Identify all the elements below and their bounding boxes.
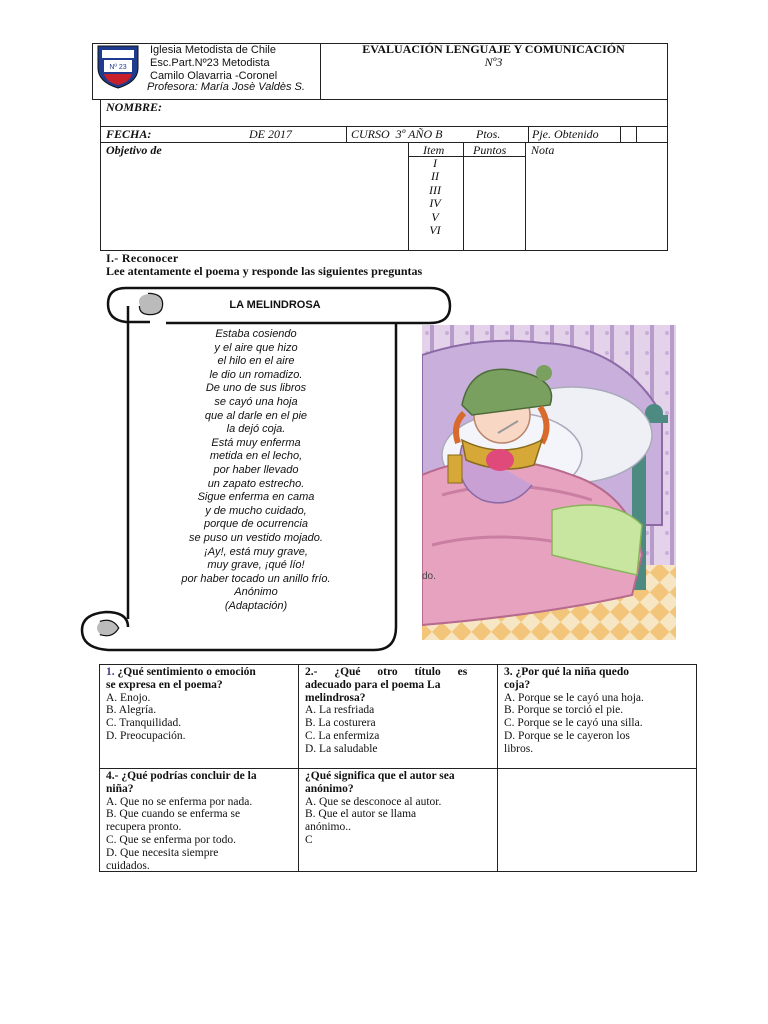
question-4-text: ¿Qué podrías concluir de la [121,770,257,782]
ptos-label: Ptos. [476,127,501,141]
question-5-text: ¿Qué significa que el autor sea [305,770,455,782]
poem-line: por haber tocado un anillo frío. [181,572,331,585]
question-2 [305,666,492,756]
question-5 [305,770,492,847]
poem-line: porque de ocurrencia [204,518,308,531]
logo-text: Nº 23 [109,64,127,71]
school-logo [94,42,142,90]
option-continued[interactable]: anónimo.. [305,821,351,834]
school-line-3: Camilo Olavarria -Coronel [150,70,278,82]
poem-line: se puso un vestido mojado. [189,531,323,544]
option[interactable]: B. Que cuando se enferma se [106,808,241,821]
poem-title: LA MELINDROSA [229,299,321,311]
option[interactable]: D. Preocupación. [106,729,186,742]
item-iii: III [429,182,441,197]
nota-header: Nota [531,143,555,157]
poem-line: muy grave, ¡qué lío! [207,559,305,572]
poem-line: ¡Ay!, está muy grave, [204,545,308,558]
teacher-name: Profesora: María Josè Valdès S. [147,81,305,93]
option[interactable]: D. Que necesita siempre [106,846,219,859]
poem-line: que al darle en el pie [204,409,308,422]
exam-number: Nº3 [484,55,503,69]
exam-title: EVALUACIÓN LENGUAJE Y COMUNICACIÓN [362,42,625,56]
poem-line: Sigue enferma en cama [197,491,315,504]
question-2-text: ¿Qué otro título es [334,666,468,678]
poem-line: Está muy enferma [211,436,301,449]
option-continued[interactable]: libros. [504,742,534,755]
question-2-number: 2.- [305,666,318,678]
poem-text [148,328,364,613]
poem-line: Estaba cosiendo [215,328,297,340]
option[interactable]: D. La saludable [305,742,378,755]
item-vi: VI [429,223,441,238]
poem-line: le dio un romadizo. [209,368,303,381]
poem-line: De uno de sus libros [205,382,307,395]
option[interactable]: B. Alegría. [106,704,157,717]
nombre-label: NOMBRE: [106,100,163,114]
poem-line: metida en el lecho, [209,450,303,463]
section-heading: I.- Reconocer [106,251,179,265]
school-line-2: Esc.Part.Nº23 Metodista [150,57,270,69]
question-2-text-2: adecuado para el poema La [305,678,441,691]
option[interactable]: C. Tranquilidad. [106,717,182,730]
pje-label: Pje. Obtenido [532,127,599,141]
option[interactable]: B. La costurera [305,717,376,730]
item-iv: IV [429,196,441,211]
poem-line: se cayó una hoja [214,395,298,408]
option[interactable]: A. Que no se enferma por nada. [106,795,253,808]
option[interactable]: D. Porque se le cayeron los [504,729,630,742]
item-ii: II [431,169,439,184]
poem-line: un zapato estrecho. [207,477,305,490]
fecha-label: FECHA: [106,127,152,141]
illustration-caption: do. [422,571,436,582]
question-4-text-2: niña? [106,782,134,795]
option[interactable]: C. Porque se le cayó una silla. [504,717,643,730]
question-3-text-2: coja? [504,678,531,691]
question-2-text-3: melindrosa? [305,691,366,704]
poem-line: y el aire que hizo [214,341,298,354]
option[interactable]: A. La resfriada [305,704,375,717]
option[interactable]: B. Que el autor se llama [305,808,417,821]
poem-line: por haber llevado [213,463,299,476]
poem-line: el hilo en el aire [217,355,295,368]
question-1 [106,666,294,743]
school-line-1: Iglesia Metodista de Chile [150,44,276,56]
question-3-text: ¿Por qué la niña quedo [515,666,630,678]
option[interactable]: A. Que se desconoce al autor. [305,795,442,808]
item-list [420,157,450,237]
question-1-number: 1. [106,666,115,678]
question-5-text-2: anónimo? [305,782,354,795]
curso-label: CURSO 3º AÑO B [351,127,443,141]
option[interactable]: C. Que se enferma por todo. [106,833,236,846]
puntos-header: Puntos [473,143,507,157]
objetivo-label: Objetivo de [106,143,162,157]
item-i: I [433,156,437,170]
item-header: Item [423,143,445,157]
option-continued[interactable]: cuidados. [106,859,150,872]
poem-line: y de mucho cuidado, [205,504,307,517]
option[interactable]: A. Enojo. [106,691,151,704]
option-continued[interactable]: recupera pronto. [106,821,182,834]
option[interactable]: A. Porque se le cayó una hoja. [504,691,644,704]
poem-adaptation: (Adaptación) [224,599,288,612]
school-info [150,44,277,83]
question-3 [504,666,692,756]
section-instruction: Lee atentamente el poema y responde las siguientes preguntas [106,264,423,278]
question-3-number: 3. [504,666,513,678]
fecha-year: DE 2017 [249,127,292,141]
item-v: V [431,209,439,224]
sick-girl-illustration [422,325,676,640]
poem-line: la dejó coja. [226,423,286,436]
question-4 [106,770,294,872]
option[interactable]: C [305,833,313,846]
option[interactable]: B. Porque se torció el pie. [504,704,624,717]
question-1-text: ¿Qué sentimiento o emoción [117,666,256,678]
question-1-text-2: se expresa en el poema? [106,678,223,691]
question-4-number: 4.- [106,770,119,782]
option[interactable]: C. La enfermiza [305,729,380,742]
poem-author: Anónimo [234,586,278,599]
